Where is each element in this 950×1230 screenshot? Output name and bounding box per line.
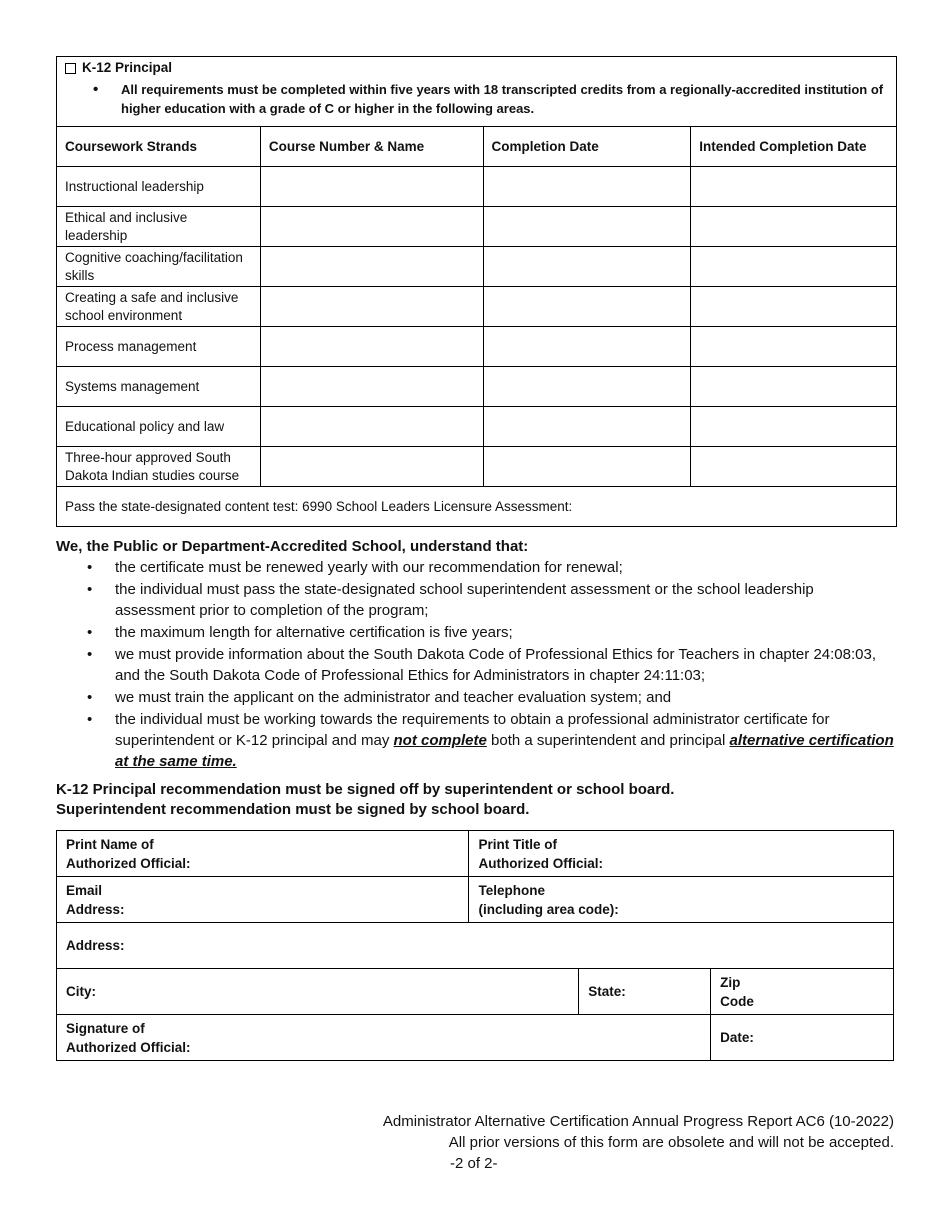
zip-label-line2: Code <box>720 993 754 1009</box>
strand-name: Cognitive coaching/facilitation skills <box>57 247 261 287</box>
city-label: City: <box>66 984 96 999</box>
understanding-section <box>56 536 896 773</box>
completion-date-field[interactable] <box>483 247 691 287</box>
strand-name: Three-hour approved South Dakota Indian studies course <box>57 447 261 487</box>
strand-name: Systems management <box>57 367 261 407</box>
column-header: Completion Date <box>483 127 691 167</box>
column-header: Intended Completion Date <box>691 127 897 167</box>
course-number-name-field[interactable] <box>260 407 483 447</box>
table-row <box>57 831 894 877</box>
content-test-field[interactable]: Pass the state-designated content test: 6990 School Leaders Licensure Assessment: <box>57 487 897 527</box>
strand-name: Creating a safe and inclusive school environment <box>57 287 261 327</box>
telephone-label-line2: (including area code): <box>478 901 619 917</box>
course-number-name-field[interactable] <box>260 447 483 487</box>
table-row <box>57 447 897 487</box>
table-row <box>57 923 894 969</box>
completion-date-field[interactable] <box>483 207 691 247</box>
page-footer <box>383 1111 894 1153</box>
strand-name: Educational policy and law <box>57 407 261 447</box>
email-field[interactable] <box>57 877 469 923</box>
print-name-field[interactable] <box>57 831 469 877</box>
state-field[interactable] <box>579 969 711 1015</box>
k12-header-cell <box>57 57 897 127</box>
completion-date-field[interactable] <box>483 327 691 367</box>
completion-date-field[interactable] <box>483 367 691 407</box>
requirement-text: All requirements must be completed within five years with 18 transcripted credits from a regionally-accredited institution of higher education with a grade of C or higher in the following areas. <box>121 82 884 116</box>
date-field[interactable] <box>711 1015 894 1061</box>
signoff-instructions <box>56 780 896 820</box>
completion-date-field[interactable] <box>483 167 691 207</box>
column-header: Coursework Strands <box>57 127 261 167</box>
email-label-line2: Address: <box>66 901 125 917</box>
last-item-part2: both a superintendent and principal <box>486 732 730 749</box>
table-row <box>57 407 897 447</box>
bullet-icon: • <box>93 81 99 98</box>
completion-date-field[interactable] <box>483 447 691 487</box>
course-number-name-field[interactable] <box>260 287 483 327</box>
list-item: • the certificate must be renewed yearly with our recommendation for renewal; <box>56 557 896 578</box>
list-item <box>56 709 896 772</box>
table-row <box>57 1015 894 1061</box>
column-header: Course Number & Name <box>260 127 483 167</box>
intended-completion-date-field[interactable] <box>691 447 897 487</box>
k12-principal-option[interactable] <box>65 59 888 77</box>
table-row <box>57 877 894 923</box>
list-item: • the individual must pass the state-designated school superintendent assessment or the school leadership assessment prior to completion of the program; <box>56 579 896 621</box>
lead-prefix: We, the Public or Department-Accredited School <box>56 538 402 555</box>
print-name-label-line2: Authorized Official: <box>66 855 191 871</box>
authorized-official-table <box>56 830 894 1061</box>
lead-suffix: , understand that: <box>401 538 529 555</box>
table-row <box>57 367 897 407</box>
table-row <box>57 247 897 287</box>
table-row <box>57 207 897 247</box>
course-number-name-field[interactable] <box>260 167 483 207</box>
date-label: Date: <box>720 1030 754 1045</box>
list-item: • the maximum length for alternative certification is five years; <box>56 622 896 643</box>
strand-name: Ethical and inclusive leadership <box>57 207 261 247</box>
signature-field[interactable] <box>57 1015 711 1061</box>
k12-principal-label: K-12 Principal <box>82 60 173 75</box>
obsolete-note: All prior versions of this form are obsolete and will not be accepted. <box>448 1134 894 1151</box>
print-title-label: Print Title of <box>478 836 557 852</box>
course-number-name-field[interactable] <box>260 247 483 287</box>
table-row <box>57 287 897 327</box>
city-field[interactable] <box>57 969 579 1015</box>
signature-label-line2: Authorized Official: <box>66 1039 191 1055</box>
intended-completion-date-field[interactable] <box>691 247 897 287</box>
list-item: • we must train the applicant on the administrator and teacher evaluation system; and <box>56 687 896 708</box>
strand-name: Instructional leadership <box>57 167 261 207</box>
signoff-line-superintendent: Superintendent recommendation must be signed by school board. <box>56 801 530 818</box>
course-number-name-field[interactable] <box>260 207 483 247</box>
intended-completion-date-field[interactable] <box>691 407 897 447</box>
intended-completion-date-field[interactable] <box>691 167 897 207</box>
print-name-label: Print Name of <box>66 836 154 852</box>
understanding-lead <box>56 536 896 557</box>
print-title-label-line2: Authorized Official: <box>478 855 603 871</box>
table-row <box>57 327 897 367</box>
telephone-label: Telephone <box>478 882 545 898</box>
content-test-row <box>57 487 897 527</box>
form-title: Administrator Alternative Certification Annual Progress Report AC6 (10-2022) <box>382 1113 894 1130</box>
last-item-part1: the individual must be working towards the requirements to obtain a professional administrator certificate for superintendent or K-12 principal and may <box>115 711 830 749</box>
signature-label: Signature of <box>66 1020 145 1036</box>
list-item: • we must provide information about the South Dakota Code of Professional Ethics for Teachers in chapter 24:08:03, and the South Dakota Code of Professional Ethics for Administrators in chapter 24:11:03; <box>56 644 896 686</box>
page-number: -2 of 2- <box>450 1155 498 1172</box>
state-label: State: <box>588 984 626 999</box>
intended-completion-date-field[interactable] <box>691 207 897 247</box>
completion-date-field[interactable] <box>483 287 691 327</box>
k12-principal-table <box>56 56 897 527</box>
column-header-row <box>57 127 897 167</box>
address-label: Address: <box>66 938 125 953</box>
table-row <box>57 969 894 1015</box>
intended-completion-date-field[interactable] <box>691 327 897 367</box>
print-title-field[interactable] <box>469 831 894 877</box>
course-number-name-field[interactable] <box>260 327 483 367</box>
strand-name: Process management <box>57 327 261 367</box>
course-number-name-field[interactable] <box>260 367 483 407</box>
address-field[interactable] <box>57 923 894 969</box>
zip-label: Zip <box>720 974 741 990</box>
intended-completion-date-field[interactable] <box>691 287 897 327</box>
understanding-list <box>56 557 896 772</box>
intended-completion-date-field[interactable] <box>691 367 897 407</box>
emphasis-alternative-certification: alternative certification at the same time. <box>115 732 894 770</box>
zip-code-field[interactable] <box>711 969 894 1015</box>
completion-date-field[interactable] <box>483 407 691 447</box>
table-row <box>57 167 897 207</box>
requirement-bullet <box>65 80 888 118</box>
k12-principal-checkbox[interactable] <box>65 63 76 74</box>
email-label: Email <box>66 882 103 898</box>
emphasis-not-complete: not complete <box>393 732 487 749</box>
signoff-line-principal: K-12 Principal recommendation must be signed off by superintendent or school board. <box>56 781 675 798</box>
telephone-field[interactable] <box>469 877 894 923</box>
